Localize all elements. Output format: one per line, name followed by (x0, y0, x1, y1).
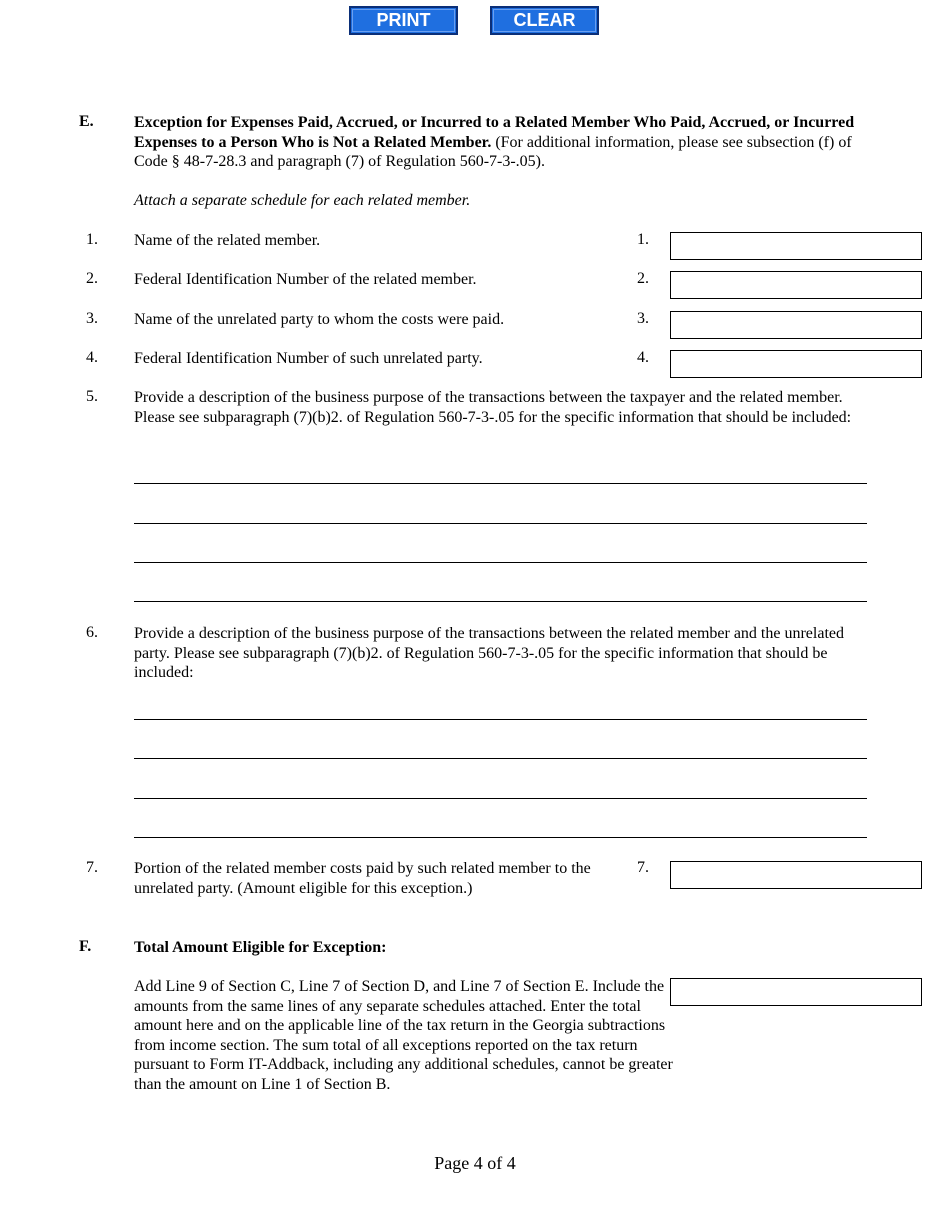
item-5-label: Provide a description of the business purpose of the transactions between the taxpayer and the related member. Please see subparagraph (7)(b)2. of Regulation 560-7-3-.05 for the specific information that should be included: (134, 389, 852, 426)
eligible-portion-amount-field[interactable] (670, 861, 922, 889)
section-e-letter: E. (79, 113, 94, 130)
item-2-label: Federal Identification Number of the related member. (134, 271, 477, 288)
page-number: Page 4 of 4 (434, 1153, 516, 1173)
item-4-number: 4. (86, 349, 98, 366)
item-6-number: 6. (86, 624, 98, 641)
section-f-heading: Total Amount Eligible for Exception: (134, 939, 387, 956)
item-3-ref: 3. (637, 310, 649, 327)
item-3-number: 3. (86, 310, 98, 327)
item-2-ref: 2. (637, 270, 649, 287)
item-7-number: 7. (86, 859, 98, 876)
item-5-description-line[interactable] (134, 523, 867, 524)
print-button[interactable]: PRINT (349, 6, 458, 35)
section-e-note (134, 191, 470, 211)
item-6-description-line[interactable] (134, 758, 867, 759)
item-5-number: 5. (86, 388, 98, 405)
item-5-description-line[interactable] (134, 483, 867, 484)
section-f-instructions: Add Line 9 of Section C, Line 7 of Section D, and Line 7 of Section E. Include the amounts from the same lines of any separate schedules attached. Enter the total amount here and on the applicable line of the tax return in the Georgia subtractions from income section. The sum total of all exceptions reported on the tax return pursuant to Form IT-Addback, including any additional schedules, cannot be greater than the amount on Line 1 of Section B. (134, 978, 673, 1093)
unrelated-party-fein-field[interactable] (670, 350, 922, 378)
item-5-description-line[interactable] (134, 562, 867, 563)
item-1-number: 1. (86, 231, 98, 248)
item-7-label: Portion of the related member costs paid by such related member to the unrelated party. (Amount eligible for this exception.) (134, 860, 591, 897)
total-exception-amount-field[interactable] (670, 978, 922, 1006)
section-e-note-text: Attach a separate schedule for each related member. (134, 192, 471, 209)
item-6-description-line[interactable] (134, 837, 867, 838)
section-e-heading (134, 113, 864, 172)
section-f-letter: F. (79, 938, 92, 955)
item-7-ref: 7. (637, 859, 649, 876)
clear-button[interactable]: CLEAR (490, 6, 599, 35)
item-4-label: Federal Identification Number of such unrelated party. (134, 350, 483, 367)
item-2-number: 2. (86, 270, 98, 287)
unrelated-party-name-field[interactable] (670, 311, 922, 339)
item-1-ref: 1. (637, 231, 649, 248)
item-3-label: Name of the unrelated party to whom the costs were paid. (134, 311, 505, 328)
related-member-name-field[interactable] (670, 232, 922, 260)
item-6-label: Provide a description of the business purpose of the transactions between the related member and the unrelated party. Please see subparagraph (7)(b)2. of Regulation 560-7-3-.05 for the specific information that should be included: (134, 625, 844, 682)
item-6-description-line[interactable] (134, 798, 867, 799)
item-5-description-line[interactable] (134, 601, 867, 602)
item-1-label: Name of the related member. (134, 232, 321, 249)
item-4-ref: 4. (637, 349, 649, 366)
section-e-heading-bold: Exception for Expenses Paid, Accrued, or Incurred to a Related Member Who Paid, Accrued, or Incurred Expenses to a Person Who is Not a Related Member. (134, 114, 855, 151)
related-member-fein-field[interactable] (670, 271, 922, 299)
section-e-heading-rest: (For additional information, please see subsection (f) of Code § 48-7-28.3 and paragraph (7) of Regulation 560-7-3-.05). (134, 133, 852, 171)
item-6-description-line[interactable] (134, 719, 867, 720)
